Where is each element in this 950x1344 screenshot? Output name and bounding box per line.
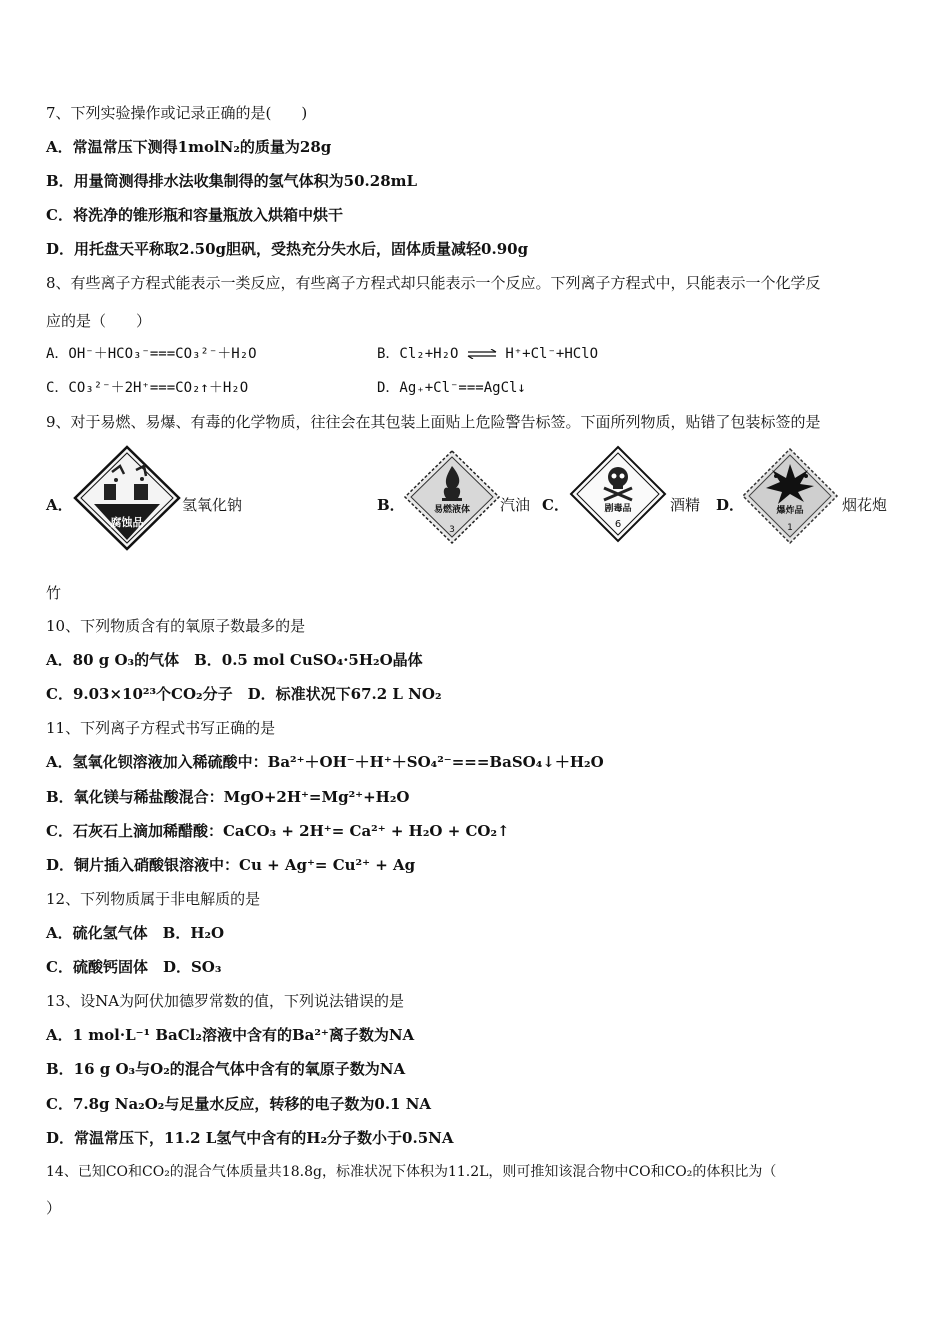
q10-options-ab: A．80 g O₃的气体 B．0.5 mol CuSO₄·5H₂O晶体 (46, 651, 423, 669)
q11-option-b: B．氧化镁与稀盐酸混合：MgO+2H⁺=Mg²⁺+H₂O (46, 788, 410, 806)
q8-option-b-products: H⁺+Cl⁻+HClO (505, 346, 599, 362)
q10-stem: 10、下列物质含有的氧原子数最多的是 (46, 617, 306, 635)
q9-wrap-text: 竹 (46, 584, 62, 602)
q9-option-d-substance: 烟花炮 (842, 496, 888, 514)
q8-option-d: D．Ag₊+Cl⁻===AgCl↓ (377, 380, 526, 396)
q10-options-cd: C．9.03×10²³个CO₂分子 D．标准状况下67.2 L NO₂ (46, 685, 442, 703)
q14-stem-continued: ） (46, 1199, 62, 1217)
test-tube-icon (104, 484, 116, 500)
q11-option-d: D．铜片插入硝酸银溶液中：Cu + Ag⁺= Cu²⁺ + Ag (46, 856, 416, 874)
q11-option-a: A．氢氧化钡溶液加入稀硫酸中：Ba²⁺＋OH⁻＋H⁺＋SO₄²⁻===BaSO₄↓＋H₂O (46, 753, 604, 771)
flammable-sign-text: 易燃液体 (433, 505, 471, 515)
q14-stem: 14、已知CO和CO₂的混合气体质量共18.8g，标准状况下体积为11.2L，则可推知该混合物中CO和CO₂的体积比为（ (46, 1164, 777, 1180)
q9-option-a-substance: 氢氧化钠 (182, 496, 243, 514)
q8-option-b-reactants: B．Cl₂+H₂O (377, 346, 459, 362)
toxic-sign-text: 剧毒品 (604, 504, 632, 514)
explosive-hazard-sign (740, 446, 840, 546)
q8-option-c: C．CO₃²⁻＋2H⁺===CO₂↑＋H₂O (46, 380, 249, 396)
explosive-sign-class: 1 (787, 523, 793, 533)
corrosive-sign-text: 腐蚀品 (110, 516, 144, 529)
reversible-arrow-icon (467, 349, 497, 359)
toxic-hazard-sign (568, 444, 668, 544)
q9-option-a-letter: A． (46, 496, 73, 514)
flammable-liquid-sign (402, 448, 502, 546)
q7-option-c: C．将洗净的锥形瓶和容量瓶放入烘箱中烘干 (46, 206, 343, 224)
q8-option-a: A．OH⁻＋HCO₃⁻===CO₃²⁻＋H₂O (46, 346, 257, 362)
q9-stem: 9、对于易燃、易爆、有毒的化学物质，往往会在其包装上面贴上危险警告标签。下面所列物质，贴错了包装标签的是 (46, 413, 821, 431)
q8-stem-continued: 应的是（ ） (46, 312, 152, 330)
q13-stem: 13、设NA为阿伏加德罗常数的值，下列说法错误的是 (46, 992, 405, 1010)
q7-stem: 7、下列实验操作或记录正确的是( ) (46, 104, 308, 122)
q13-option-c: C．7.8g Na₂O₂与足量水反应，转移的电子数为0.1 NA (46, 1095, 432, 1113)
q7-option-a: A．常温常压下测得1molN₂的质量为28g (46, 138, 332, 156)
q12-options-cd: C．硫酸钙固体 D．SO₃ (46, 958, 222, 976)
q9-option-d-letter: D． (716, 496, 745, 514)
q7-option-d: D．用托盘天平称取2.50g胆矾，受热充分失水后，固体质量减轻0.90g (46, 240, 529, 258)
q9-option-b-substance: 汽油 (500, 496, 531, 514)
explosive-sign-text: 爆炸品 (776, 506, 804, 516)
q11-stem: 11、下列离子方程式书写正确的是 (46, 719, 276, 737)
q13-option-b: B．16 g O₃与O₂的混合气体中含有的氧原子数为NA (46, 1060, 406, 1078)
flammable-sign-class: 3 (449, 525, 455, 535)
q13-option-d: D．常温常压下，11.2 L氢气中含有的H₂分子数小于0.5NA (46, 1129, 454, 1147)
q8-option-b (377, 344, 598, 364)
toxic-sign-class: 6 (614, 519, 622, 530)
q7-option-b: B．用量筒测得排水法收集制得的氢气体积为50.28mL (46, 172, 418, 190)
q12-options-ab: A．硫化氢气体 B．H₂O (46, 924, 225, 942)
q8-stem: 8、有些离子方程式能表示一类反应，有些离子方程式却只能表示一个反应。下列离子方程式中，只能表示一个化学反 (46, 274, 821, 292)
q9-option-c-letter: C． (542, 496, 569, 514)
q9-option-b-letter: B． (377, 496, 405, 514)
corrosive-hazard-sign (72, 444, 182, 552)
q9-option-c-substance: 酒精 (670, 496, 701, 514)
q13-option-a: A．1 mol·L⁻¹ BaCl₂溶液中含有的Ba²⁺离子数为NA (46, 1026, 415, 1044)
q12-stem: 12、下列物质属于非电解质的是 (46, 890, 261, 908)
q11-option-c: C．石灰石上滴加稀醋酸：CaCO₃ + 2H⁺= Ca²⁺ + H₂O + CO₂↑ (46, 822, 510, 840)
